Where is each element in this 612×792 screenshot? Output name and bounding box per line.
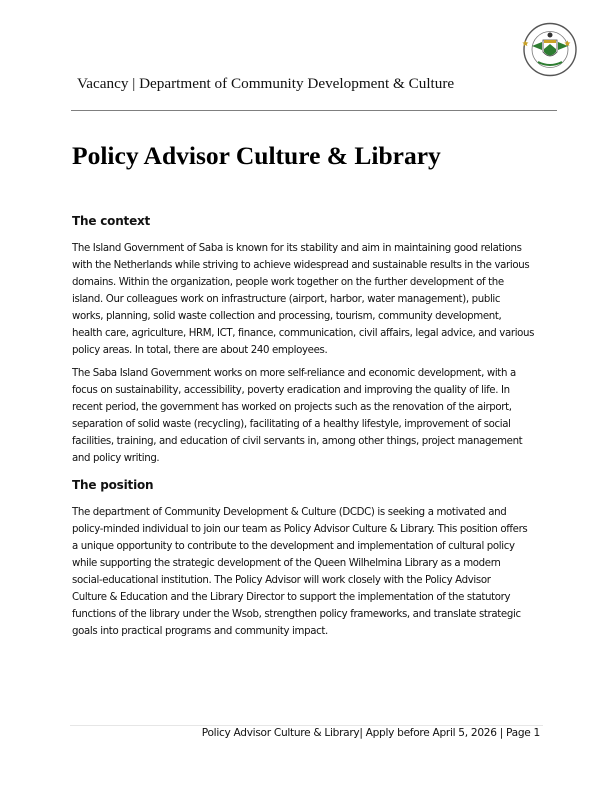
text-line: policy areas. In total, there are about 240 employees. bbox=[72, 345, 328, 356]
text-line: social-educational institution. The Policy Advisor will work closely with the Policy Advisor bbox=[72, 575, 491, 586]
header-title: Vacancy | Department of Community Development & Culture bbox=[77, 75, 455, 92]
text-line: The department of Community Development & Culture (DCDC) is seeking a motivated and bbox=[72, 507, 507, 518]
footer-text: Policy Advisor Culture & Library| Apply before April 5, 2026 | Page 1 bbox=[201, 727, 540, 739]
context-paragraph-2 bbox=[72, 365, 547, 467]
text-line: and policy writing. bbox=[72, 453, 160, 464]
text-line: separation of solid waste (recycling), facilitating of a healthy lifestyle, improvement of social bbox=[72, 419, 511, 430]
text-line: The Saba Island Government works on more self-reliance and economic development, with a bbox=[72, 368, 516, 379]
text-line: recent period, the government has worked on projects such as the renovation of the airport, bbox=[72, 402, 512, 413]
header-divider bbox=[71, 110, 557, 111]
text-line: health care, agriculture, HRM, ICT, finance, communication, civil affairs, legal advice, and various bbox=[72, 328, 535, 339]
text-line: goals into practical programs and community impact. bbox=[72, 626, 328, 637]
position-paragraph-1 bbox=[72, 504, 547, 640]
text-line: with the Netherlands while striving to achieve widespread and sustainable results in the various bbox=[72, 260, 530, 271]
text-line: functions of the library under the Wsob, strengthen policy frameworks, and translate strategic bbox=[72, 609, 521, 620]
text-line: Culture & Education and the Library Director to support the implementation of the statutory bbox=[72, 592, 511, 603]
context-paragraph-1 bbox=[72, 240, 547, 359]
text-line: domains. Within the organization, people work together on the further development of the bbox=[72, 277, 504, 288]
text-line: The Island Government of Saba is known for its stability and aim in maintaining good relations bbox=[72, 243, 522, 254]
page-title: Policy Advisor Culture & Library bbox=[72, 141, 441, 170]
section-heading-position: The position bbox=[72, 478, 154, 492]
seal-logo bbox=[520, 22, 580, 77]
text-line: works, planning, solid waste collection and processing, tourism, community development, bbox=[72, 311, 502, 322]
footer-divider bbox=[70, 725, 543, 726]
text-line: island. Our colleagues work on infrastructure (airport, harbor, water management), public bbox=[72, 294, 501, 305]
text-line: a unique opportunity to contribute to the development and implementation of cultural policy bbox=[72, 541, 515, 552]
text-line: policy-minded individual to join our team as Policy Advisor Culture & Library. This position offers bbox=[72, 524, 528, 535]
section-heading-context: The context bbox=[72, 214, 151, 228]
text-line: focus on sustainability, accessibility, poverty eradication and improving the quality of life. In bbox=[72, 385, 510, 396]
text-line: while supporting the strategic development of the Queen Wilhelmina Library as a modern bbox=[72, 558, 501, 569]
text-line: facilities, training, and education of civil servants in, among other things, project management bbox=[72, 436, 523, 447]
